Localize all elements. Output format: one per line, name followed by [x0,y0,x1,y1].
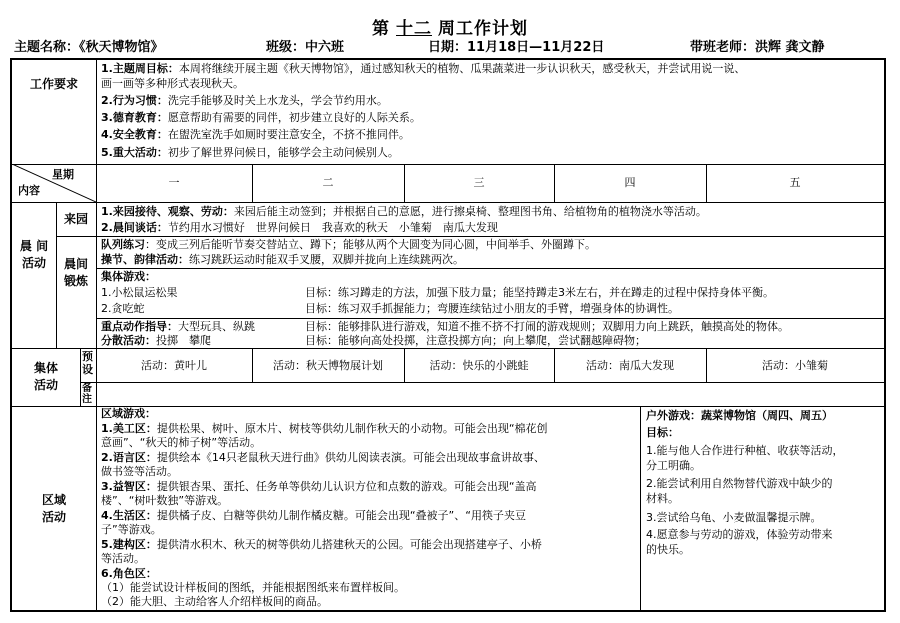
label-line: 活动 [21,256,46,270]
divider [96,406,97,610]
item-head: 2.语言区： [101,451,157,464]
item-head: 分散活动： [101,334,156,347]
item-body: 节约用水习惯好 世界问候日 我喜欢的秋天 小雏菊 南瓜大发现 [167,221,498,234]
divider [640,406,641,610]
item-body: 本周将继续开展主题《秋天博物馆》，通过感知秋天的植物、瓜果蔬菜进一步认识秋天，感受秋天，并尝试用说一说、 [178,62,746,75]
outdoor-goal-label: 目标： [646,426,679,439]
outdoor-goal-4: 4.愿意参与劳动的游戏，体验劳动带来 [646,528,833,541]
date-range: 日期：11月18日—11月22日 [428,40,605,55]
item-head: 4.生活区： [101,509,157,522]
activity-thursday: 活动：南瓜大发现 [586,359,674,372]
area-activity-label [12,492,96,526]
content-label: 内容 [18,184,40,197]
divider [96,268,884,269]
label-line: 锻炼 [63,274,88,288]
outdoor-goal-2: 2.能尝试利用自然物替代游戏中缺少的 [646,477,833,490]
focus-goal: 目标：能够排队进行游戏，知道不推不挤不打闹的游戏规则；双脚用力向上跳跃，触摸高处的物体。 [305,320,789,333]
item-body: 提供松果、树叶、原木片、树枝等供幼儿制作秋天的小动物。可能会出现“棉花创 [156,422,548,435]
work-req-item-3 [101,111,421,126]
area-item-building [101,538,542,553]
item-head: 5.重大活动： [101,146,168,159]
title-prefix: 第 [372,19,390,39]
item-head: 1.来园接待、观察、劳动： [101,205,234,218]
work-req-item-4 [101,128,410,143]
divider [12,202,884,203]
focus-action [101,320,255,335]
theme-name: 主题名称：《秋天博物馆》 [14,40,164,55]
divider [12,164,884,165]
game-2-goal: 目标：练习双手抓握能力；弯腰连续钻过小朋友的手臂，增强身体的协调性。 [305,302,679,315]
role-area-item-1: （1）能尝试设计样板间的图纸，并能根据图纸来布置样板间。 [101,581,405,594]
divider [56,236,884,237]
item-head: 1.主题周目标： [101,62,179,75]
work-req-item-2 [101,94,388,109]
role-area-item-2: （2）能大胆、主动给客人介绍样板间的商品。 [101,595,328,608]
item-body: 练习跳跃运动时能双手叉腰，双脚并拢向上连续跳两次。 [189,253,464,266]
item-body: 提供橘子皮、白糖等供幼儿制作橘皮糖。可能会出现“叠被子”、“用筷子夹豆 [156,509,526,522]
arrival-line-2 [101,221,498,236]
outdoor-goal-1: 1.能与他人合作进行种植、收获等活动， [646,444,844,457]
item-body: 愿意帮助有需要的同伴，初步建立良好的人际关系。 [167,111,421,124]
work-req-label: 工作要求 [29,77,78,91]
outdoor-goal-4-cont: 的快乐。 [646,543,690,556]
day-friday: 五 [789,176,801,189]
arrival-line-1 [101,205,707,220]
week-number: 十二 [396,19,432,39]
activity-tuesday: 活动：秋天博物展计划 [273,359,383,372]
note-label: 备注 [82,383,92,405]
divider [96,318,884,319]
game-1-name: 1.小松鼠运松果 [101,286,178,299]
day-wednesday: 三 [473,176,485,189]
label-line: 集体 [33,361,58,375]
work-req-item-1 [101,62,745,77]
label-line: 活动 [41,510,66,524]
area-item-life [101,509,526,524]
item-body: 提供银杏果、蛋托、任务单等供幼儿认识方位和点数的游戏。可能会出现“盖高 [156,480,537,493]
outdoor-goal-3: 3.尝试给乌龟、小麦做温馨提示牌。 [646,511,822,524]
area-item-language-cont: 做书签等活动。 [101,465,178,478]
outdoor-game-title: 户外游戏：蔬菜博物馆（周四、周五） [646,409,833,422]
activity-monday: 活动：黄叶儿 [141,359,207,372]
item-head: 1.美工区： [101,422,157,435]
item-body: 大型玩具、纵跳 [178,320,255,333]
item-body: 初步了解世界问候日，能够学会主动问候别人。 [167,146,399,159]
item-head: 队列练习 [101,238,145,251]
dispersed-activity [101,334,211,349]
title-suffix: 周工作计划 [438,19,528,39]
item-body: 来园后能主动签到；并根据自己的意愿，进行擦桌椅、整理图书角、给植物角的植物浇水等活动。 [233,205,707,218]
arrival-label: 来园 [63,212,88,226]
queue-practice [101,238,596,253]
item-body: 投掷 攀爬 [156,334,211,347]
item-head: 2.行为习惯： [101,94,168,107]
work-req-item-5 [101,146,399,161]
item-head: 4.安全教育： [101,128,168,141]
label-line: 活动 [33,378,58,392]
work-req-item-1-cont: 画一画等多种形式表现秋天。 [101,77,244,90]
week-label: 星期 [52,168,74,181]
teachers: 带班老师：洪辉 龚文静 [690,40,825,55]
item-body: ：变成三列后能听节奏交替站立、蹲下；能够从两个大圆变为同心圆，中间举手、外圈蹲下。 [145,238,596,251]
item-head: 5.建构区： [101,538,157,551]
area-games-title: 区域游戏： [101,407,156,420]
item-head: 3.益智区： [101,480,157,493]
day-tuesday: 二 [322,176,334,189]
activity-wednesday: 活动：快乐的小跳蛙 [429,359,529,372]
dispersed-goal: 目标：能够向高处投掷，注意投掷方向；向上攀爬，尝试翻越障碍物； [305,334,646,347]
divider [96,60,97,406]
day-monday: 一 [168,176,180,189]
outdoor-goal-1-cont: 分工明确。 [646,459,701,472]
item-body: 提供绘本《14只老鼠秋天进行曲》供幼儿阅读表演。可能会出现故事盒讲故事、 [156,451,545,464]
area-item-puzzle [101,480,537,495]
label-line: 晨 间 [19,239,49,253]
item-head: 操节、韵律活动： [101,253,189,266]
area-item-art [101,422,548,437]
preset-label: 预设 [82,350,93,376]
plan-table [10,58,886,612]
item-body: 洗完手能够及时关上水龙头，学会节约用水。 [167,94,388,107]
item-body: 在盥洗室洗手如厕时要注意安全，不挤不推同伴。 [167,128,410,141]
group-activity-label [12,360,80,394]
role-area-title: 6.角色区： [101,567,157,580]
game-2-name: 2.贪吃蛇 [101,302,145,315]
area-item-art-cont: 意画”、“秋天的柿子树”等活动。 [101,436,262,449]
item-head: 2.晨间谈话： [101,221,168,234]
morning-label [12,238,56,272]
item-head: 重点动作指导： [101,320,178,333]
outdoor-goal-2-cont: 材料。 [646,492,679,505]
area-item-puzzle-cont: 楼”、“树叶数独”等游戏。 [101,494,229,507]
rhythm-activity [101,253,464,268]
day-thursday: 四 [624,176,636,189]
activity-friday: 活动：小雏菊 [762,359,828,372]
item-body: 提供清水积木、秋天的树等供幼儿搭建秋天的公园。可能会出现搭建亭子、小桥 [156,538,542,551]
game-1-goal: 目标：练习蹲走的方法，加强下肢力量；能坚持蹲走3米左右，并在蹲走的过程中保持身体平衡。 [305,286,774,299]
label-line: 晨间 [63,257,88,271]
exercise-label [56,256,96,290]
divider [80,348,81,406]
group-games-title: 集体游戏： [101,270,156,283]
label-line: 区域 [41,493,66,507]
area-item-building-cont: 等活动。 [101,552,145,565]
area-item-life-cont: 子”等游戏。 [101,523,162,536]
item-head: 3.德育教育： [101,111,168,124]
class-name: 班级：中六班 [266,40,345,55]
area-item-language [101,451,545,466]
divider [80,382,884,383]
